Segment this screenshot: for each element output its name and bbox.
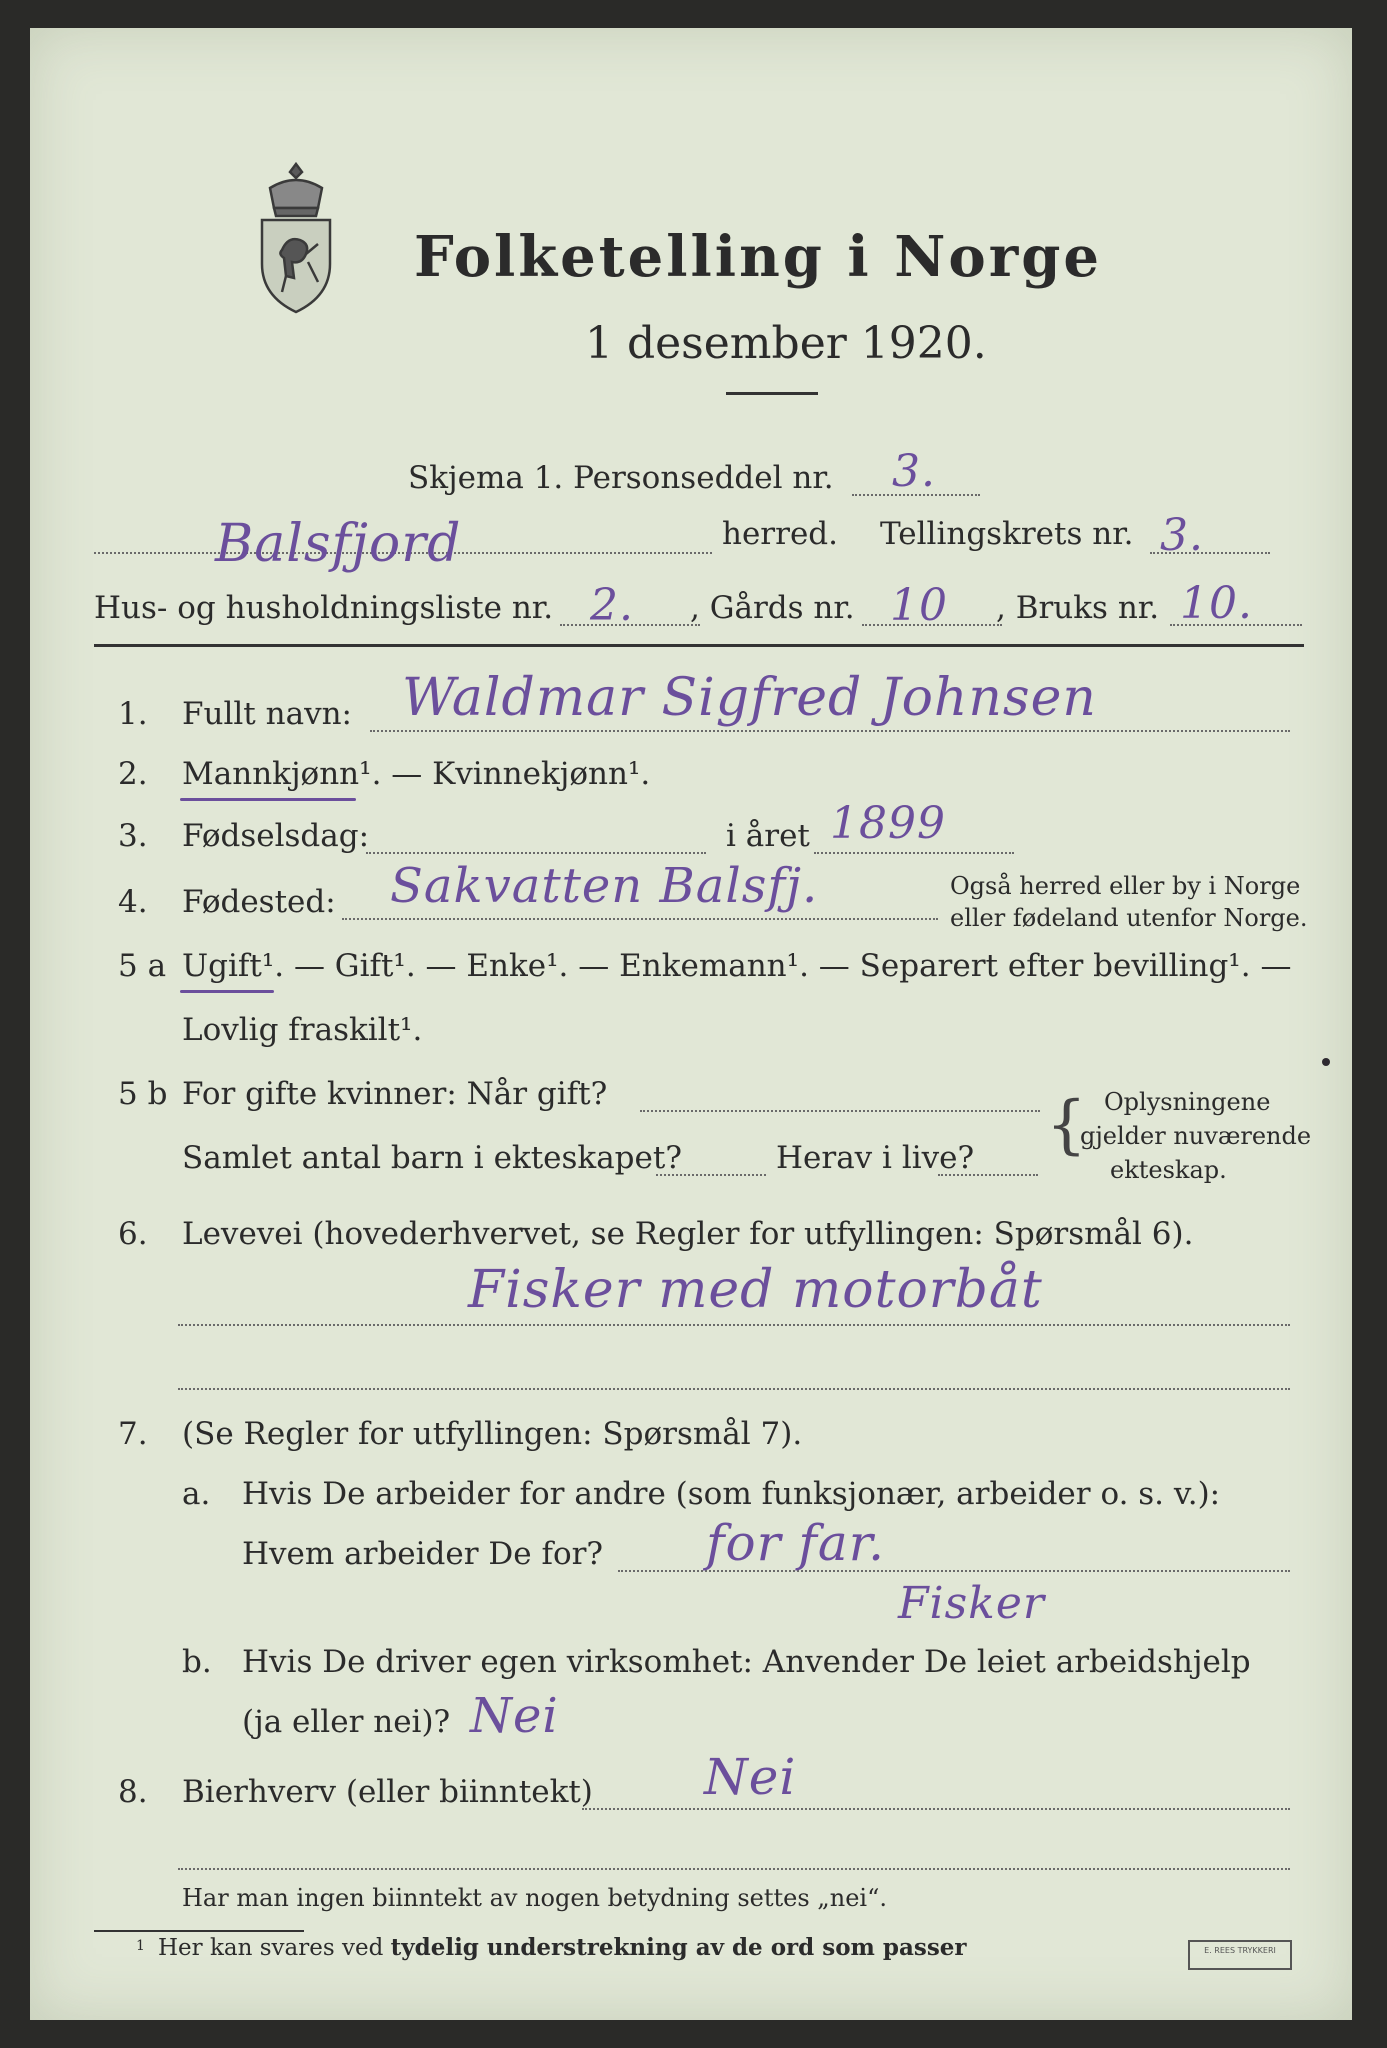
ink-dot [1322,1058,1330,1066]
q1-number: 1. [118,696,148,732]
q2-label: Mannkjønn¹. — Kvinnekjønn¹. [182,756,651,792]
footnote-text [158,1934,967,1961]
q5b-note-2: gjelder nuværende [1080,1122,1312,1150]
q5b-note-3: ekteskap. [1110,1156,1227,1184]
coat-of-arms-icon [248,158,344,318]
birth-year-value: 1899 [830,798,946,849]
mannkjonn-underline [180,798,356,801]
q3-label: Fødselsdag: [182,818,370,854]
birth-year-field[interactable] [814,852,1014,854]
year-label: i året [726,818,810,854]
footnote-bold: tydelig understrekning av de ord som passer [390,1934,967,1961]
q5a-line1: Ugift¹. — Gift¹. — Enke¹. — Enkemann¹. — Separert efter bevilling¹. — [182,948,1292,984]
q6-label: Levevei (hovederhvervet, se Regler for utfyllingen: Spørsmål 6). [182,1216,1194,1252]
employer-value: for far. [706,1514,886,1572]
footnote-mark: 1 [136,1938,145,1954]
occupation-field-1[interactable] [178,1324,1290,1326]
q5a-line2: Lovlig fraskilt¹. [182,1012,423,1048]
q5b-note-1: Oplysningene [1104,1088,1271,1116]
q5b-line2a: Samlet antal barn i ekteskapet? [182,1140,682,1176]
herred-label: herred. [722,516,838,552]
header-divider [94,644,1304,647]
birthplace-note-1: Også herred eller by i Norge [950,872,1301,900]
birthplace-note-2: eller fødeland utenfor Norge. [950,904,1308,932]
q4-label: Fødested: [182,884,336,920]
personseddel-value: 3. [892,446,936,497]
q7b-line1: Hvis De driver egen virksomhet: Anvender De leiet arbeidshjelp [242,1644,1251,1680]
children-alive-field[interactable] [938,1174,1038,1176]
footer-note: Har man ingen biinntekt av nogen betydning settes „nei“. [182,1884,887,1912]
q1-label: Fullt navn: [182,696,352,732]
full-name-field[interactable] [370,730,1290,732]
occupation-field-2[interactable] [178,1388,1290,1390]
q7-number: 7. [118,1416,148,1452]
q3-number: 3. [118,818,148,854]
census-date: 1 desember 1920. [585,318,987,369]
footnote-plain: Her kan svares ved [158,1935,384,1961]
birthdate-field[interactable] [366,852,706,854]
printer-stamp: E. REES TRYKKERI [1188,1940,1292,1970]
q5b-line1: For gifte kvinner: Når gift? [182,1076,608,1112]
bruks-value: 10. [1180,578,1253,629]
q8-label: Bierhverv (eller biinntekt) [182,1774,593,1810]
q2-number: 2. [118,756,148,792]
children-total-field[interactable] [656,1174,766,1176]
q4-number: 4. [118,884,148,920]
title-divider [726,392,818,395]
side-income-field[interactable] [582,1808,1290,1810]
q7a-line2: Hvem arbeider De for? [242,1536,604,1572]
q6-number: 6. [118,1216,148,1252]
occupation-value: Fisker med motorbåt [468,1260,1043,1320]
full-name-value: Waldmar Sigfred Johnsen [402,668,1097,728]
census-form [30,28,1352,2020]
q7a-line1: Hvis De arbeider for andre (som funksjonær, arbeider o. s. v.): [242,1476,1221,1512]
q7a-letter: a. [182,1476,211,1512]
side-income-value: Nei [704,1748,797,1806]
ugift-underline [180,990,274,993]
q5a-number: 5 a [118,948,167,984]
extra-line [178,1868,1290,1870]
q7b-letter: b. [182,1644,212,1680]
tellingskrets-value: 3. [1160,510,1204,561]
herred-value: Balsfjord [215,514,462,574]
employer-value-2: Fisker [898,1578,1045,1629]
footnote-divider [94,1930,304,1932]
hus-value: 2. [590,580,634,631]
birthplace-value: Sakvatten Balsfj. [390,858,819,914]
q5b-line2b: Herav i live? [776,1140,975,1176]
married-when-field[interactable] [640,1110,1040,1112]
gards-label: , Gårds nr. [690,590,855,626]
q7-label: (Se Regler for utfyllingen: Spørsmål 7). [182,1416,803,1452]
bruks-label: , Bruks nr. [996,590,1160,626]
q7b-line2: (ja eller nei)? [242,1704,451,1740]
form-title: Folketelling i Norge [414,224,1103,290]
hus-label: Hus- og husholdningsliste nr. [94,590,554,626]
hired-help-value: Nei [470,1688,559,1744]
q5b-brace: { [1046,1088,1087,1162]
skjema-label: Skjema 1. Personseddel nr. [408,460,834,496]
q5b-number: 5 b [118,1076,168,1112]
birthplace-field[interactable] [342,918,938,920]
q8-number: 8. [118,1774,148,1810]
tellingskrets-label: Tellingskrets nr. [880,516,1134,552]
gards-value: 10 [890,580,948,631]
